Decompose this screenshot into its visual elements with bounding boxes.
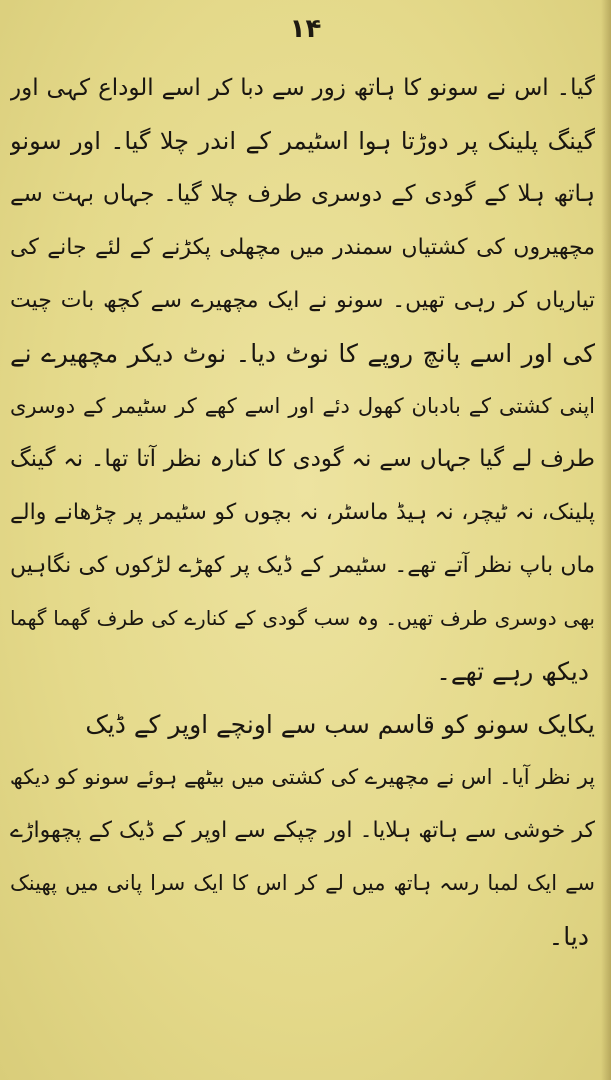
text-line: ماں باپ نظر آتے تھے۔ سٹیمر کے ڈیک پر کھڑے لڑکوں کی نگاہیں (10, 553, 595, 578)
text-line: یکایک سونو کو قاسم سب سے اونچے اوپر کے ڈیک (85, 710, 595, 739)
text-line: کی اور اسے پانچ روپے کا نوٹ دیا۔ نوٹ دیکر مچھیرے نے (10, 339, 595, 368)
text-line: ہاتھ ہلا کے گودی کے دوسری طرف چلا گیا۔ جہاں بہت سے (10, 181, 595, 207)
text-line: کر خوشی سے ہاتھ ہلایا۔ اور چپکے سے اوپر کے ڈیک کے پچھواڑے (10, 818, 595, 843)
page-edge-shadow (601, 0, 611, 1080)
text-line-last: دیا۔ (548, 922, 589, 951)
urdu-text-body (10, 62, 595, 963)
text-line: سے ایک لمبا رسہ ہاتھ میں لے کر اس کا ایک سرا پانی میں پھینک (10, 871, 595, 895)
text-line: مچھیروں کی کشتیاں سمندر میں مچھلی پکڑنے کے لئے جانے کی (10, 235, 595, 260)
text-line: گیا۔ اس نے سونو کا ہاتھ زور سے دبا کر اسے الوداع کہی اور (10, 75, 595, 101)
text-line: بھی دوسری طرف تھیں۔ وہ سب گودی کے کنارے کی طرف گھما گھما (10, 606, 595, 630)
text-line: پر نظر آیا۔ اس نے مچھیرے کی کشتی میں بیٹھے ہوئے سونو کو دیکھ (10, 765, 595, 789)
text-line: پلینک، نہ ٹیچر، نہ ہیڈ ماسٹر، نہ بچوں کو سٹیمر پر چڑھانے والے (10, 500, 595, 525)
page-number: ۱۴ (289, 14, 322, 44)
text-line-last: دیکھ رہے تھے۔ (436, 657, 589, 686)
text-line: اپنی کشتی کے بادبان کھول دئے اور اسے کھے کر سٹیمر کے دوسری (10, 394, 595, 418)
text-line: تیاریاں کر رہی تھیں۔ سونو نے ایک مچھیرے سے کچھ بات چیت (10, 288, 595, 313)
text-line: گینگ پلینک پر دوڑتا ہوا اسٹیمر کے اندر چلا گیا۔ اور سونو (10, 127, 595, 155)
text-line: طرف لے گیا جہاں سے نہ گودی کا کنارہ نظر آتا تھا۔ نہ گینگ (10, 446, 595, 472)
